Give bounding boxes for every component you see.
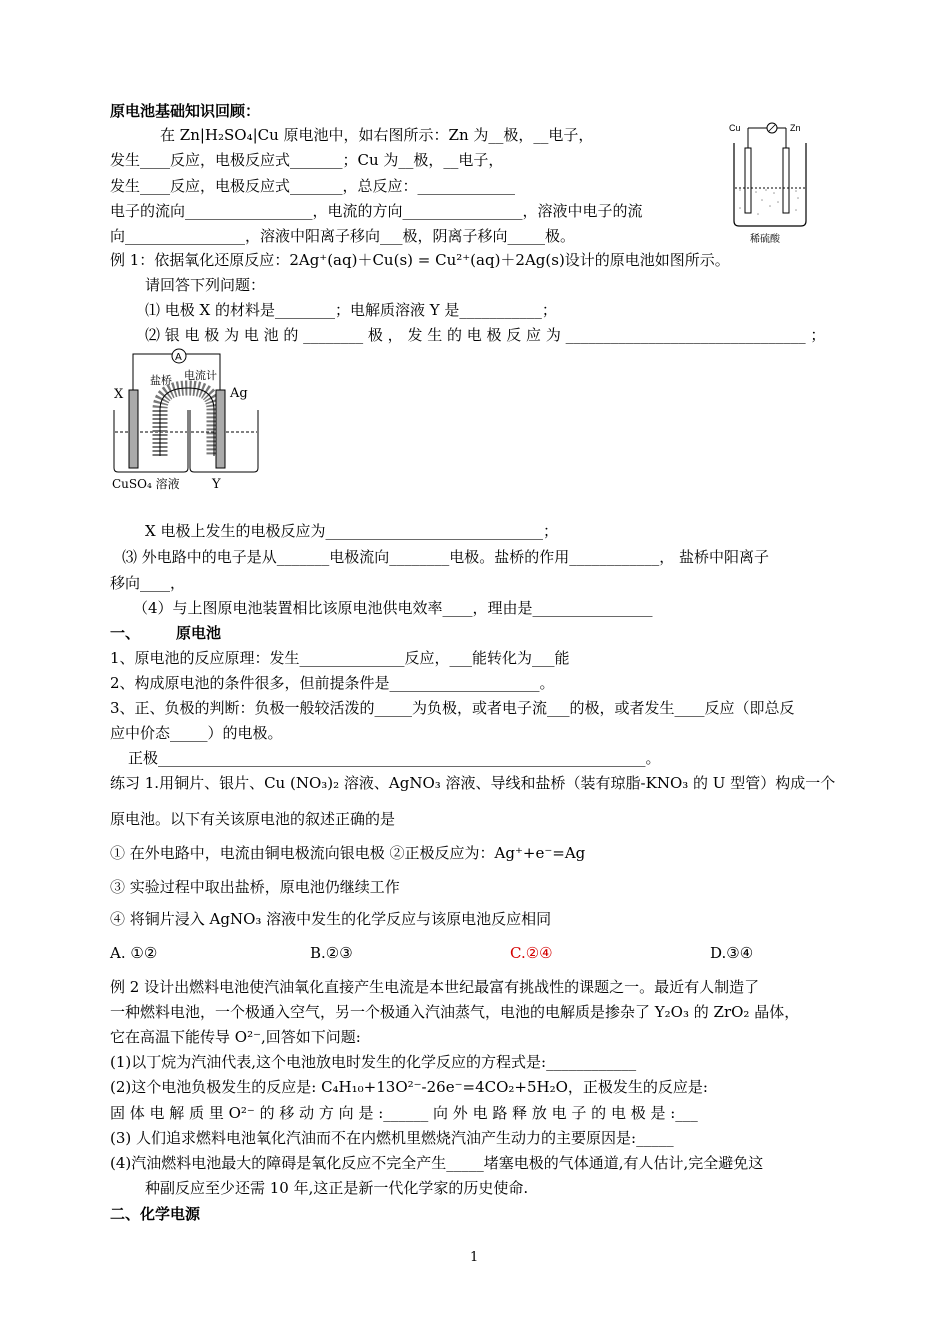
practice1-s4: ④ 将铜片浸入 AgNO₃ 溶液中发生的化学反应与该原电池反应相同 xyxy=(110,910,552,928)
solution-label: CuSO₄ 溶液 xyxy=(112,477,180,491)
option-a: A. ①② xyxy=(110,944,158,962)
cell-diagram-1 xyxy=(726,118,818,250)
section-title: 原电池基础知识回顾： xyxy=(110,102,261,120)
sec1-line2: 2、构成原电池的条件很多，但前提条件是____________________。 xyxy=(110,674,555,692)
page-number: 1 xyxy=(470,1250,479,1265)
example2-stem-b: 一种燃料电池，一个极通入空气，另一个极通入汽油蒸气，电池的电解质是掺杂了 Y₂O₃ 的 ZrO₂ 晶体， xyxy=(110,1003,800,1021)
example2-q1: (1)以丁烷为汽油代表,这个电池放电时发生的化学反应的方程式是:____________ xyxy=(110,1053,637,1071)
electrode-ag-label: Ag xyxy=(230,386,248,401)
example1-ask: 请回答下列问题： xyxy=(145,276,266,294)
example2-stem-a: 例 2 设计出燃料电池使汽油氧化直接产生电流是本世纪最富有挑战性的课题之一。最近有人制造了 xyxy=(110,978,760,996)
practice1-s1: ① 在外电路中，电流由铜电极流向银电极 ②正极反应为：Ag⁺+e⁻=Ag xyxy=(110,844,586,862)
review-line-2: 发生____反应，电极反应式_______；Cu 为__极，__电子， xyxy=(110,151,504,169)
option-b: B.②③ xyxy=(310,944,353,962)
example1-q2: ⑵ 银 电 极 为 电 池 的 ________ 极 ， 发 生 的 电 极 反 应 为 ________________________________ ； xyxy=(145,326,826,344)
zn-electrode xyxy=(783,148,789,213)
bridge-label: 盐桥 xyxy=(150,374,172,387)
review-line-1: 在 Zn|H₂SO₄|Cu 原电池中，如右图所示：Zn 为__极，__电子， xyxy=(160,126,594,144)
review-line-3: 发生____反应，电极反应式_______，总反应：_____________ xyxy=(110,177,516,195)
example1-q1: ⑴ 电极 X 的材料是________；电解质溶液 Y 是___________； xyxy=(145,301,557,319)
practice1-s3: ③ 实验过程中取出盐桥，原电池仍继续工作 xyxy=(110,878,400,896)
electrode-ag xyxy=(216,390,225,468)
section-1-title: 原电池 xyxy=(176,624,222,642)
electrode-x-label: X xyxy=(114,387,124,402)
example2-q4b: 种副反应至少还需 10 年,这正是新一代化学家的历史使命. xyxy=(145,1179,529,1197)
example1-q3b: 移向____， xyxy=(110,574,186,592)
svg-text:A: A xyxy=(175,352,182,363)
cu-electrode xyxy=(745,148,751,213)
acid-caption: 稀硫酸 xyxy=(750,234,780,245)
option-c: C.②④ xyxy=(510,944,553,962)
example1-q2b: X 电极上发生的电极反应为_____________________________； xyxy=(145,522,558,540)
example1-stem: 例 1：依据氧化还原反应：2Ag⁺(aq)＋Cu(s) = Cu²⁺(aq)＋2Ag(s)设计的原电池如图所示。 xyxy=(110,251,730,269)
cell-diagram-2 xyxy=(108,348,268,494)
electrode-x xyxy=(129,390,138,468)
review-line-4: 电子的流向_________________，电流的方向________________，溶液中电子的流 xyxy=(110,202,643,220)
salt-bridge xyxy=(160,388,214,456)
example2-q4a: (4)汽油燃料电池最大的障碍是氧化反应不完全产生_____堵塞电极的气体通道,有人估计,完全避免这 xyxy=(110,1154,764,1172)
review-line-5: 向________________，溶液中阳离子移向___极，阴离子移向_____极。 xyxy=(110,227,576,245)
example1-q4: （4）与上图原电池装置相比该原电池供电效率____，理由是________________ xyxy=(133,599,653,617)
meter-label: 电流计 xyxy=(184,369,217,382)
section-1-number: 一、 xyxy=(110,624,141,642)
example1-q3a: ⑶ 外电路中的电子是从_______电极流向________电极。盐桥的作用____________， 盐桥中阳离子 xyxy=(122,548,770,566)
example2-q2: (2)这个电池负极发生的反应是: C₄H₁₀+13O²⁻-26e⁻=4CO₂+5H₂O，正极发生的反应是: xyxy=(110,1078,708,1096)
solution-y-label: Y xyxy=(212,477,221,492)
sec1-line1: 1、原电池的反应原理：发生______________反应，___能转化为___能 xyxy=(110,649,570,667)
example2-q3: (3) 人们追求燃料电池氧化汽油而不在内燃机里燃烧汽油产生动力的主要原因是:_____ xyxy=(110,1129,674,1147)
example2-q2b: 固 体 电 解 质 里 O²⁻ 的 移 动 方 向 是 :______ 向 外 电 路 释 放 电 子 的 电 极 是 :___ xyxy=(110,1104,698,1122)
practice1-stem-b: 原电池。以下有关该原电池的叙述正确的是 xyxy=(110,810,396,828)
cu-label: Cu xyxy=(729,123,741,133)
sec1-line4: 正极_________________________________________________________________。 xyxy=(128,749,661,767)
example2-stem-c: 它在高温下能传导 O²⁻,回答如下问题: xyxy=(110,1028,361,1046)
sec1-line3a: 3、正、负极的判断：负极一般较活泼的_____为负极，或者电子流___的极，或者发生____反应（即总反 xyxy=(110,699,795,717)
option-d: D.③④ xyxy=(710,944,754,962)
section-2-title: 二、化学电源 xyxy=(110,1205,201,1223)
practice1-stem-a: 练习 1.用铜片、银片、Cu (NO₃)₂ 溶液、AgNO₃ 溶液、导线和盐桥（装有琼脂-KNO₃ 的 U 型管）构成一个 xyxy=(110,774,836,792)
zn-label: Zn xyxy=(790,123,801,133)
sec1-line3b: 应中价态_____）的电极。 xyxy=(110,724,283,742)
